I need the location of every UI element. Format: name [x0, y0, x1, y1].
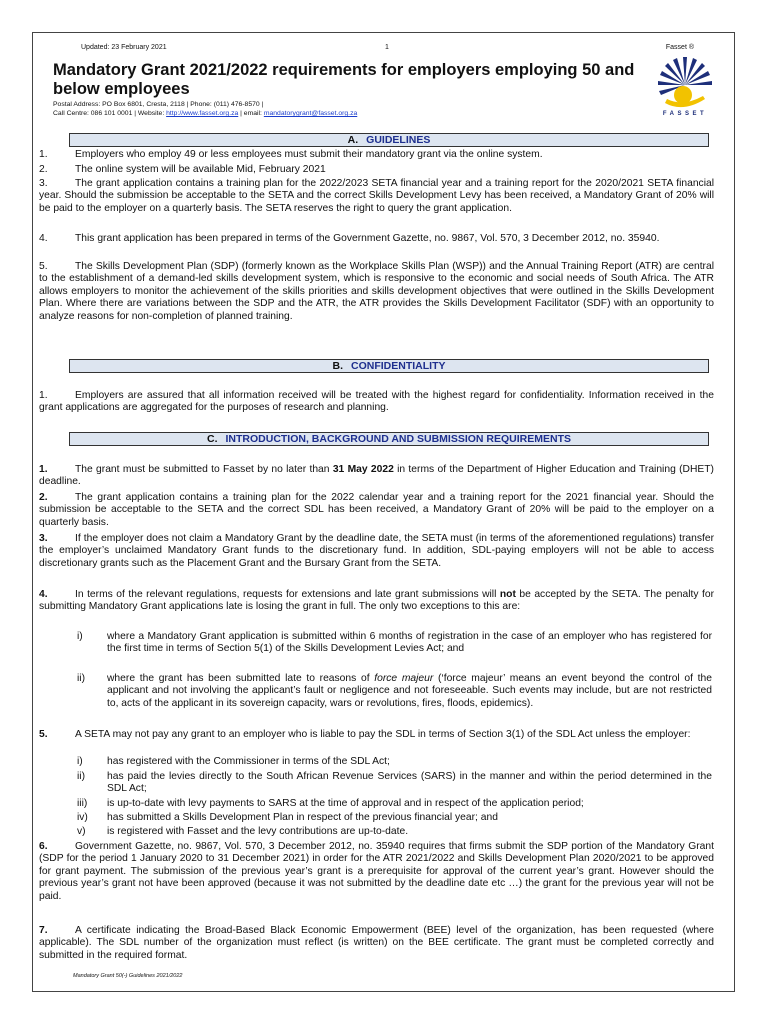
- sub-list-item: i) where a Mandatory Grant application is submitted within 6 months of registration in the case of an employer who has registered for the first time in terms of Section 5(1) of the Skills Development Levies Act; and: [77, 631, 712, 655]
- document-page: [32, 32, 735, 992]
- list-item: 6. Government Gazette, no. 9867, Vol. 570, 3 December 2012, no. 35940 requires that firms submit the SDP portion of the Mandatory Grant (SDP for the period 1 January 2020 to 31 December 2021) in order for the ATR 2021/2022 and Skills Development Plan 2020/2021 to be approved for grant payment. The submission of the previous year’s grant is a prerequisite for approval of the current year’s grant. However should the previous year’s grant not have been approved (because it was not submitted by the deadline date etc …) the grant for the previous year will not be paid.: [39, 841, 714, 902]
- list-item: 1. Employers are assured that all information received will be treated with the highest regard for confidentiality. Information received in the grant applications are aggregated for the purposes of research and planning.: [39, 390, 714, 414]
- section-c-letter: C.: [206, 433, 218, 445]
- sub-list-item: iv) has submitted a Skills Development Plan in respect of the previous financial year; and: [77, 812, 498, 823]
- list-item: 4. This grant application has been prepared in terms of the Government Gazette, no. 9867, Vol. 570, 3 December 2012, no. 35940.: [39, 233, 660, 244]
- section-c-title: INTRODUCTION, BACKGROUND AND SUBMISSION REQUIREMENTS: [225, 433, 572, 445]
- section-b-title: CONFIDENTIALITY: [351, 360, 446, 372]
- list-item: 3. The grant application contains a training plan for the 2022/2023 SETA financial year and a training report for the 2020/2021 SETA financial year. Should the submission be acceptable to the SETA and the correct Skills Development Levy has been received, a Mandatory Grant of 20% will be paid to the employer on a quarterly basis. The SETA reserves the right to query the grant application.: [39, 178, 714, 214]
- website-link[interactable]: http://www.fasset.org.za: [166, 110, 239, 117]
- footer-note: Mandatory Grant 50(-) Guidelines 2021/2022: [73, 973, 183, 979]
- fasset-sunburst-icon: [653, 55, 717, 111]
- section-a-letter: A.: [347, 134, 359, 146]
- section-b-banner: [69, 359, 709, 373]
- document-title: Mandatory Grant 2021/2022 requirements for employers employing 50 and below employees: [53, 61, 635, 98]
- call-centre-label: Call Centre: 086 101 0001 | Website:: [53, 110, 167, 117]
- list-item: 5. A SETA may not pay any grant to an employer who is liable to pay the SDL in terms of Section 3(1) of the SDL Act unless the employer:: [39, 729, 691, 740]
- deadline-date: 31 May 2022: [332, 464, 394, 475]
- list-item: 1. Employers who employ 49 or less employees must submit their mandatory grant via the online system.: [39, 149, 543, 160]
- contact-line: [53, 109, 357, 118]
- list-item: 3. If the employer does not claim a Mandatory Grant by the deadline date, the SETA must (in terms of the aforementioned regulations) transfer the employer’s unclaimed Mandatory Grant funds to the discretionary fund. In addition, SDL-paying employers will not be able to access discretionary grants such as the Placement Grant and the Bursary Grant from the SETA.: [39, 533, 714, 569]
- section-b-letter: B.: [332, 360, 343, 372]
- sub-list-item: ii) where the grant has been submitted late to reasons of force majeur (‘force majeur’ means an event beyond the control of the applicant and not involving the applicant’s fault or negligence and not foreseeable. Such events may include, but are not restricted to, acts of the applicant in its sovereign capacity, wars or revolutions, fires, floods, epidemics).: [77, 673, 712, 709]
- sub-list-item: v) is registered with Fasset and the levy contributions are up-to-date.: [77, 826, 409, 837]
- section-a-title: GUIDELINES: [366, 134, 431, 146]
- list-item: 5. The Skills Development Plan (SDP) (formerly known as the Workplace Skills Plan (WSP)) and the Annual Training Report (ATR) are central to the establishment of a demand-led skills development system, which is responsive to the economic and social needs of South Africa. The ATR allows employers to monitor the achievement of the skills priorities and skills development objectives that were outlined in the Skills Development Plan. Where there are variations between the SDP and the ATR, the ATR provides the Skills Development Facilitator (SDF) with an opportunity to analyze reasons for non-completion of planned training.: [39, 261, 714, 322]
- list-item: 4. In terms of the relevant regulations, requests for extensions and late grant submissions will not be accepted by the SETA. The penalty for submitting Mandatory Grant applications late is losing the grant in full. The only two exceptions to this are:: [39, 589, 714, 613]
- list-item: 2. The grant application contains a training plan for the 2022 calendar year and a training report for the 2021 financial year. Should the submission be acceptable to the SETA and the correct SDL has been received, a Mandatory Grant of 20% will be paid to the employer on a quarterly basis.: [39, 492, 714, 528]
- logo-wordmark: FASSET: [662, 111, 708, 117]
- updated-date: Updated: 23 February 2021: [81, 44, 167, 51]
- email-label: | email:: [238, 110, 264, 117]
- sub-list-item: ii) has paid the levies directly to the South African Revenue Services (SARS) in the manner and within the period determined in the SDL Act;: [77, 771, 712, 795]
- section-a-banner: [69, 133, 709, 147]
- list-item: 2. The online system will be available Mid, February 2021: [39, 164, 326, 175]
- brand-mark: Fasset ®: [665, 44, 694, 51]
- list-item: 1. The grant must be submitted to Fasset by no later than 31 May 2022 in terms of the Department of Higher Education and Training (DHET) deadline.: [39, 464, 714, 488]
- page-number: 1: [385, 44, 389, 51]
- list-item: 7. A certificate indicating the Broad-Based Black Economic Empowerment (BEE) level of the organization, has been requested (where applicable). The SDL number of the organization must reflect (is written) on the BEE certificate. The grant must be completed correctly and submitted in the required format.: [39, 925, 714, 961]
- sub-list-item: i) has registered with the Commissioner in terms of the SDL Act;: [77, 756, 390, 767]
- fasset-logo: [653, 55, 717, 121]
- sub-list-item: iii) is up-to-date with levy payments to SARS at the time of approval and in respect of the application period;: [77, 798, 584, 809]
- section-c-banner: [69, 432, 709, 446]
- postal-address: Postal Address: PO Box 6801, Cresta, 2118 | Phone: (011) 476-8570 |: [53, 101, 264, 108]
- email-link[interactable]: mandatorygrant@fasset.org.za: [263, 110, 358, 117]
